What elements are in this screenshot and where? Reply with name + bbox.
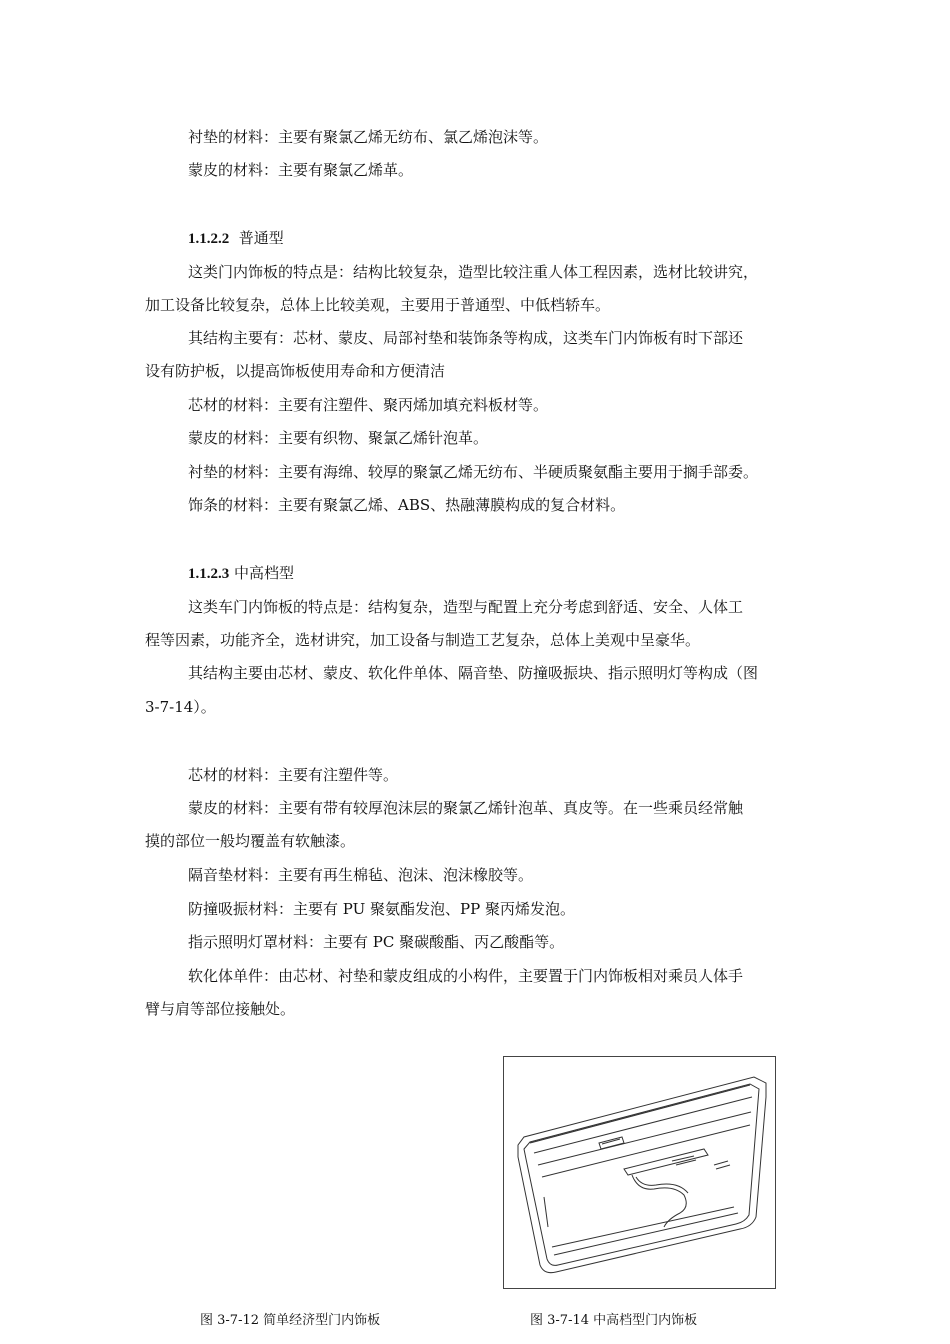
paragraph-line: 摸的部位一般均覆盖有软触漆。 (145, 832, 356, 850)
paragraph-line: 芯材的材料：主要有注塑件等。 (188, 766, 399, 784)
paragraph-line: 饰条的材料：主要有聚氯乙烯、ABS、热融薄膜构成的复合材料。 (188, 496, 626, 514)
paragraph-line: 其结构主要由芯材、蒙皮、软化件单体、隔音垫、防撞吸振块、指示照明灯等构成（图 (188, 664, 759, 682)
figure-caption-right: 图 3-7-14 中高档型门内饰板 (530, 1313, 698, 1328)
paragraph-line: 蒙皮的材料：主要有带有较厚泡沫层的聚氯乙烯针泡革、真皮等。在一些乘员经常触 (188, 799, 744, 817)
paragraph-line: 3-7-14）。 (145, 698, 216, 716)
heading-title: 中高档型 (234, 564, 295, 582)
paragraph-line: 其结构主要有：芯材、蒙皮、局部衬垫和装饰条等构成，这类车门内饰板有时下部还 (188, 329, 744, 347)
section-heading-1-1-2-2 (188, 228, 284, 249)
paragraph-line: 软化体单件：由芯材、衬垫和蒙皮组成的小构件，主要置于门内饰板相对乘员人体手 (188, 967, 744, 985)
paragraph-line: 防撞吸振材料：主要有 PU 聚氨酯发泡、PP 聚丙烯发泡。 (188, 900, 575, 918)
paragraph-line: 加工设备比较复杂，总体上比较美观，主要用于普通型、中低档轿车。 (145, 296, 611, 314)
heading-number: 1.1.2.3 (188, 566, 230, 582)
paragraph-line: 衬垫的材料：主要有聚氯乙烯无纺布、氯乙烯泡沫等。 (188, 128, 549, 146)
paragraph-line: 臂与肩等部位接触处。 (145, 1000, 296, 1018)
paragraph-line: 隔音垫材料：主要有再生棉毡、泡沫、泡沫橡胶等。 (188, 866, 534, 884)
paragraph-line: 蒙皮的材料：主要有聚氯乙烯革。 (188, 161, 414, 179)
paragraph-line: 这类车门内饰板的特点是：结构复杂，造型与配置上充分考虑到舒适、安全、人体工 (188, 598, 744, 616)
door-trim-panel-drawing (504, 1057, 775, 1288)
door-trim-panel-figure (503, 1056, 776, 1289)
paragraph-line: 芯材的材料：主要有注塑件、聚丙烯加填充料板材等。 (188, 396, 549, 414)
heading-title: 普通型 (238, 229, 284, 247)
figure-caption-left: 图 3-7-12 简单经济型门内饰板 (200, 1313, 381, 1328)
paragraph-line: 蒙皮的材料：主要有织物、聚氯乙烯针泡革。 (188, 429, 489, 447)
paragraph-line: 设有防护板，以提高饰板使用寿命和方便清洁 (145, 362, 446, 380)
section-heading-1-1-2-3 (188, 563, 294, 584)
paragraph-line: 这类门内饰板的特点是：结构比较复杂，造型比较注重人体工程因素，选材比较讲究， (188, 263, 759, 281)
paragraph-line: 程等因素，功能齐全，选材讲究，加工设备与制造工艺复杂，总体上美观中呈豪华。 (145, 631, 701, 649)
heading-number: 1.1.2.2 (188, 231, 230, 247)
paragraph-line: 指示照明灯罩材料：主要有 PC 聚碳酸酯、丙乙酸酯等。 (188, 933, 565, 951)
paragraph-line: 衬垫的材料：主要有海绵、较厚的聚氯乙烯无纺布、半硬质聚氨酯主要用于搁手部委。 (188, 463, 759, 481)
